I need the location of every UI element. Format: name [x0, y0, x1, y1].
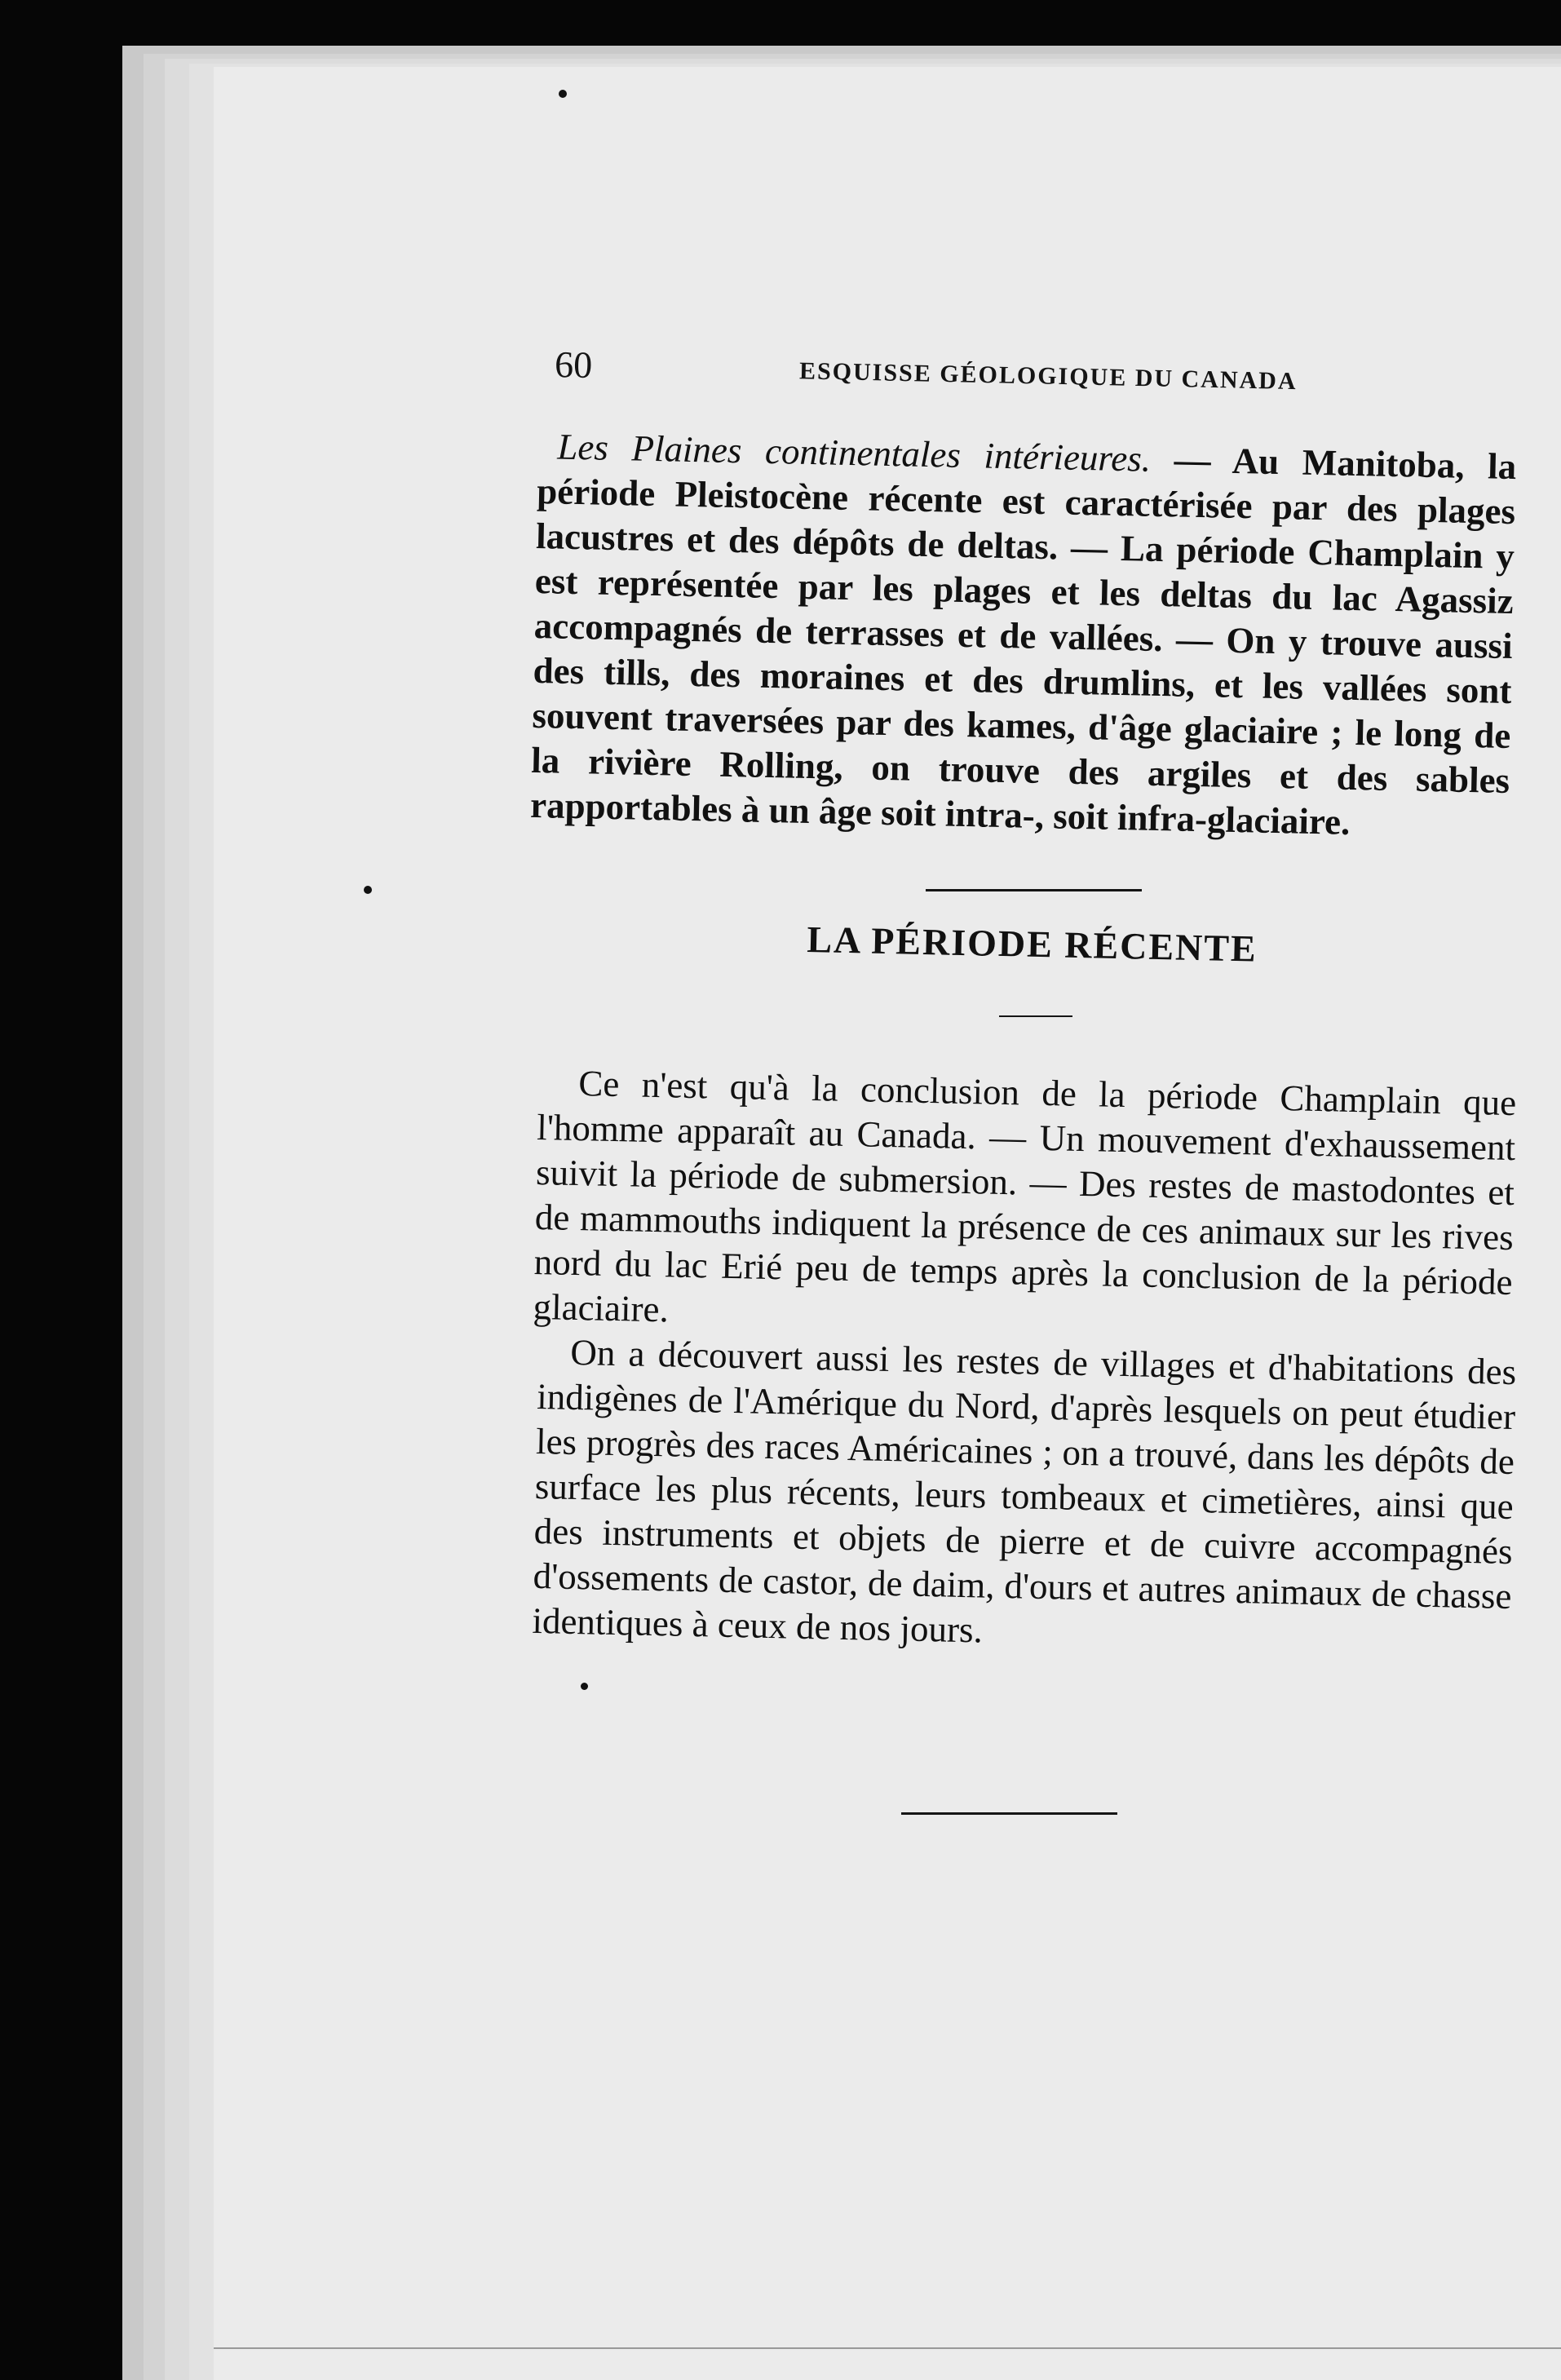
- page-number: 60: [554, 343, 593, 386]
- section-divider-rule: [926, 889, 1142, 891]
- scan-artifact-line: [214, 2347, 1561, 2349]
- paragraph-plaines: [530, 424, 1517, 848]
- title-underline-rule: [999, 1015, 1072, 1017]
- section-title: LA PÉRIODE RÉCENTE: [806, 918, 1258, 970]
- scan-speck: [364, 886, 372, 894]
- paragraph-recente-1: Ce n'est qu'à la conclusion de la période Champlain que l'homme apparaît au Canada. — Un mouvement d'exhaussement suivit la période de submersion. — Des restes de mastodontes et de mammouths indiquent la présence de ces animaux sur les rives nord du lac Erié peu de temps après la conclusion de la période glaciaire.: [533, 1063, 1517, 1330]
- scan-speck: [559, 90, 567, 98]
- scan-speck: [581, 1683, 588, 1690]
- paragraph-body: — Au Manitoba, la période Pleistocène récente est caractérisée par des plages lacustres et des dépôts de deltas. — La période Champlain y est représentée par les plages et les deltas du lac Agassiz accompagnés de terrasses et de vallées. — On y trouve aussi des tills, des moraines et des drumlins, et les vallées sont souvent traversées par des kames, d'âge glaciaire ; le long de la rivière Rolling, on trouve des argiles et des sables rapportables à un âge soit intra-, soit infra-glaciaire.: [529, 438, 1517, 843]
- end-rule: [901, 1812, 1117, 1815]
- running-head: ESQUISSE GÉOLOGIQUE DU CANADA: [798, 357, 1298, 396]
- paragraph-recente-2: On a découvert aussi les restes de villages et d'habitations des indigènes de l'Amérique du Nord, d'après lesquels on peut étudier les progrès des races Américaines ; on a trouvé, dans les dépôts de surface les plus récents, leurs tombeaux et cimetières, ainsi que des instruments et objets de pierre et de cuivre accompagnés d'ossements de castor, de daim, d'ours et autres animaux de chasse identiques à ceux de nos jours.: [532, 1331, 1517, 1651]
- section-heading-italic: Les Plaines continentales intérieures.: [556, 426, 1152, 480]
